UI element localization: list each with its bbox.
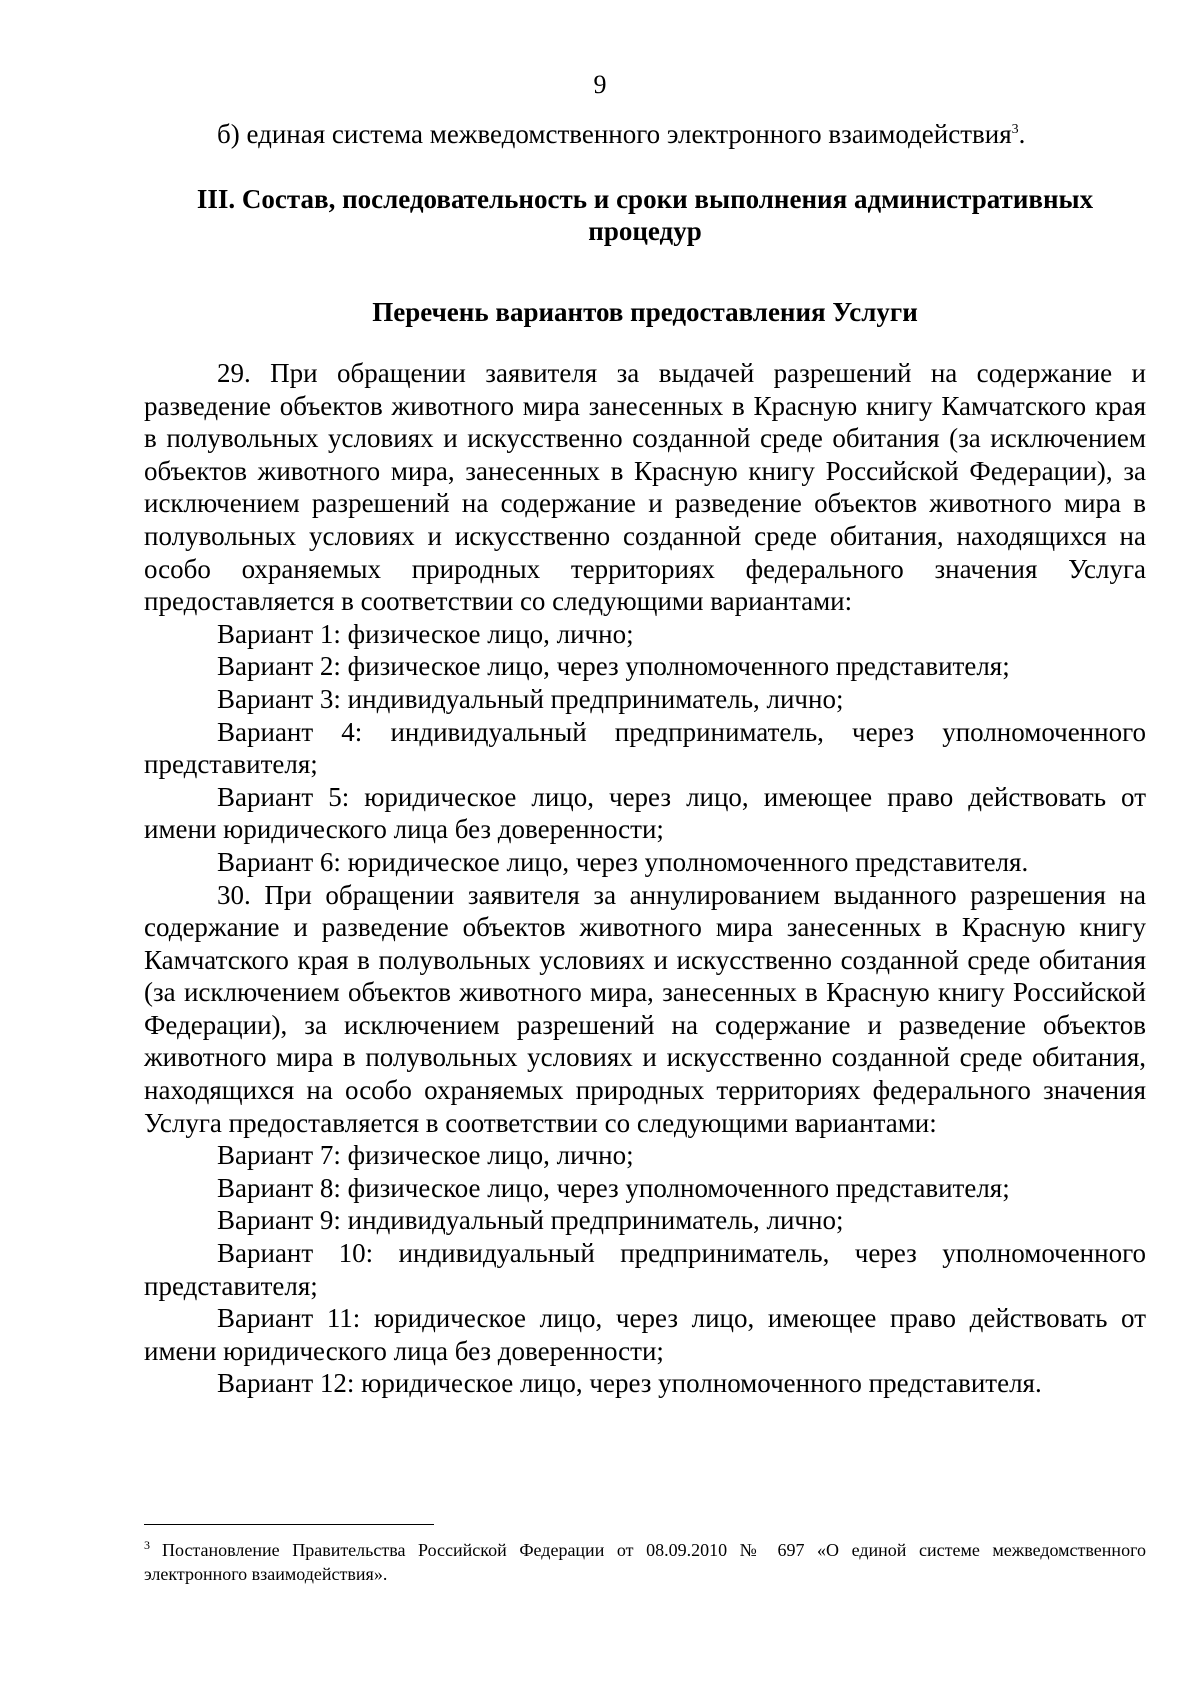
variant-item: Вариант 6: юридическое лицо, через уполномоченного представителя.	[217, 846, 1029, 877]
variant-item: Вариант 9: индивидуальный предприниматель, лично;	[217, 1205, 844, 1236]
paragraph-30: 30. При обращении заявителя за аннулированием выданного разрешения на содержание и разведение объектов животного мира занесенных в Красную книгу Камчатского края в полувольных условиях и искусственно созданной среде обитания (за исключением объектов животного мира, занесенных в Красную книгу Российской Федерации), за исключением разрешений на содержание и разведение объектов животного мира в полувольных условиях и искусственно созданной среде обитания, находящихся на особо охраняемых природных территориях федерального значения Услуга предоставляется в соответствии со следующими вариантами:	[144, 879, 1146, 1138]
variant-item: Вариант 5: юридическое лицо, через лицо, имеющее право действовать от имени юридического лица без доверенности;	[144, 781, 1146, 845]
footnote-reference[interactable]: 3	[1011, 122, 1019, 137]
variant-item: Вариант 8: физическое лицо, через уполномоченного представителя;	[217, 1172, 1010, 1203]
footnote-divider	[144, 1524, 434, 1525]
variant-item: Вариант 10: индивидуальный предприниматель, через уполномоченного представителя;	[144, 1238, 1146, 1301]
variant-item: Вариант 11: юридическое лицо, через лицо, имеющее право действовать от имени юридического лица без доверенности;	[144, 1303, 1146, 1366]
footnote-text: Постановление Правительства Российской Федерации от 08.09.2010 № 697 «О единой системе межведомственного электронного взаимодействия».	[144, 1540, 1146, 1584]
paragraph-29: 29. При обращении заявителя за выдачей разрешений на содержание и разведение объектов животного мира занесенных в Красную книгу Камчатского края в полувольных условиях и искусственно созданной среде обитания (за исключением объектов животного мира, занесенных в Красную книгу Российской Федерации), за исключением разрешений на содержание и разведение объектов животного мира в полувольных условиях и искусственно созданной среде обитания, находящихся на особо охраняемых природных территориях федерального значения Услуга предоставляется в соответствии со следующими вариантами:	[144, 358, 1146, 617]
variant-item: Вариант 1: физическое лицо, лично;	[217, 618, 634, 649]
footnote	[144, 1538, 1146, 1586]
body-paragraphs	[144, 357, 1146, 1400]
variant-item: Вариант 12: юридическое лицо, через уполномоченного представителя.	[217, 1368, 1042, 1399]
intro-line-text: б) единая система межведомственного электронного взаимодействия	[217, 119, 1012, 149]
variant-item: Вариант 4: индивидуальный предприниматель, через уполномоченного представителя;	[144, 716, 1146, 780]
variant-item: Вариант 2: физическое лицо, через уполномоченного представителя;	[217, 651, 1010, 682]
variant-item: Вариант 7: физическое лицо, лично;	[217, 1140, 634, 1171]
footnote-mark: 3	[144, 1538, 150, 1552]
section-heading-line1: III. Состав, последовательность и сроки выполнения административных	[196, 184, 1094, 214]
intro-line-end: .	[1018, 119, 1026, 149]
variant-item: Вариант 3: индивидуальный предприниматель, лично;	[217, 683, 844, 714]
sub-heading: Перечень вариантов предоставления Услуги	[372, 297, 918, 327]
page-number: 9	[593, 70, 607, 99]
intro-line	[217, 118, 1025, 150]
section-heading-line2: процедур	[588, 216, 702, 246]
section-heading	[144, 183, 1146, 247]
